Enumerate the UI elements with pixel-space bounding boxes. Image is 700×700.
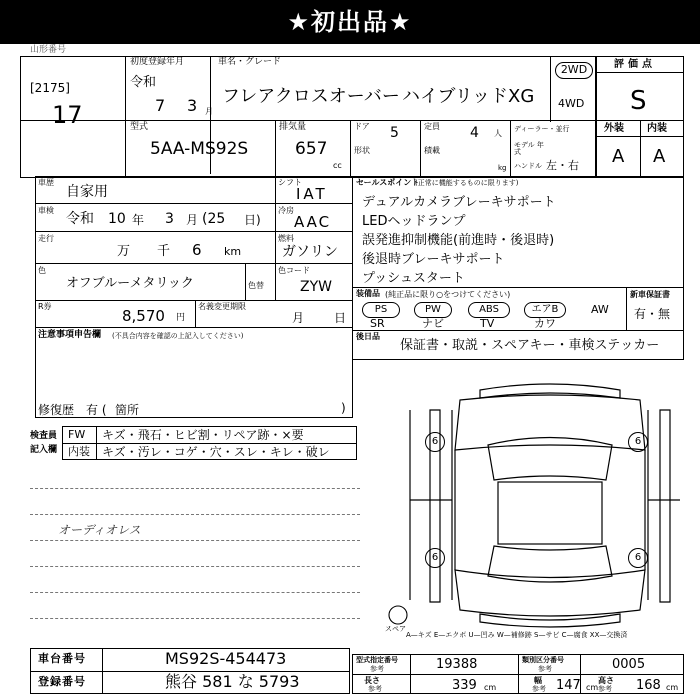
chassis-label: 車台番号 — [38, 652, 86, 665]
chassis-value: MS92S-454473 — [165, 649, 287, 668]
right-side-outline — [660, 410, 670, 602]
car-name: フレアクロスオーバー — [222, 86, 400, 107]
roof-outline — [498, 482, 602, 544]
selling-point-item: 誤発進抑制機能(前進時・後退時) — [362, 233, 555, 248]
aircon-value: AAC — [294, 213, 332, 231]
inspection-label: 車検 — [38, 206, 54, 215]
grade-number: 17 — [52, 101, 83, 129]
interior-label: 内装 — [647, 123, 667, 134]
new-car-warranty-label: 新車保証書 — [630, 290, 670, 299]
height-value: 168 — [636, 678, 661, 693]
usage-label: 車歴 — [38, 178, 54, 187]
name-change-month-unit: 月 — [292, 311, 305, 325]
inspection-day-unit: 日) — [244, 213, 261, 227]
inspection-month-unit: 月 — [186, 213, 199, 227]
score-label: 評価点 — [614, 59, 656, 70]
selling-point-item: プッシュスタート — [362, 271, 465, 286]
repair-history-value: 有 ( — [86, 403, 107, 417]
accessories-value: 保証書・取説・スペアキー・車検ステッカー — [400, 338, 660, 353]
inspection-era: 令和 — [66, 211, 94, 227]
color-code-value: ZYW — [300, 279, 332, 295]
rear-glass-outline — [488, 546, 612, 582]
load-label: 積載 — [424, 146, 440, 155]
width-sub: 参考 — [532, 685, 546, 693]
model-label: 型式 — [130, 122, 149, 132]
length-label: 長さ — [364, 676, 380, 685]
mileage-man: 万 — [117, 244, 131, 259]
tire-mark-rear-left: 6 — [425, 548, 445, 568]
dealer-label: ディーラー・並行 — [514, 125, 570, 133]
width-label: 幅 — [534, 676, 542, 685]
equipment-airbag: エアB — [524, 302, 566, 318]
color-label: 色 — [38, 266, 46, 275]
selling-points-sub: (正常に機能するものに限ります) — [415, 179, 519, 187]
registration-value: 熊谷 581 な 5793 — [165, 672, 300, 691]
capacity-value: 4 — [470, 125, 479, 141]
equipment-abs: ABS — [468, 302, 510, 318]
model-value: 5AA-MS92S — [150, 139, 249, 159]
model-year-label: モデル 年式 — [514, 141, 544, 156]
mileage-label: 走行 — [38, 234, 54, 243]
height-unit: cm — [666, 683, 679, 692]
equipment-label: 装備品 — [356, 289, 380, 298]
selling-point-item: デュアルカメラブレーキサポート — [362, 195, 556, 210]
equipment-pw: PW — [414, 302, 452, 318]
recycle-label: R券 — [38, 302, 52, 311]
spare-label: スペア — [385, 625, 406, 633]
inspection-year: 10 — [108, 211, 126, 227]
shift-label: シフト — [278, 178, 302, 187]
car-grade: ハイブリッドXG — [402, 86, 535, 107]
capacity-label: 定員 — [424, 122, 440, 131]
rear-outline — [455, 570, 645, 616]
spare-tire-icon — [389, 606, 407, 624]
tire-mark-front-left: 6 — [425, 432, 445, 452]
class-no-value: 0005 — [612, 657, 646, 672]
usage-value: 自家用 — [66, 184, 108, 200]
fuel-value: ガソリン — [282, 244, 338, 260]
equipment-sub: (純正品に限り○をつけてください) — [385, 290, 511, 299]
shift-value: IAT — [296, 185, 328, 203]
tire-mark-rear-right: 6 — [628, 548, 648, 568]
equipment-sr: SR — [370, 317, 385, 330]
repair-history-close: ) — [341, 401, 346, 415]
handle-label: ハンドル — [514, 162, 542, 170]
kg-unit: kg — [498, 164, 507, 172]
equipment-leather: カワ — [534, 317, 556, 330]
repair-history-label: 修復歴 — [38, 403, 75, 417]
model-spec-sub: 参考 — [370, 665, 384, 673]
equipment-ps: PS — [362, 302, 400, 318]
width-unit: cm — [586, 683, 599, 692]
equipment-navi: ナビ — [422, 317, 444, 330]
handle-value: 左・右 — [546, 159, 579, 172]
first-reg-month-unit: 月 — [205, 107, 213, 116]
page-banner: ★初出品★ — [0, 0, 700, 44]
car-name-label: 車名・グレード — [218, 57, 282, 67]
first-reg-month: 3 — [187, 96, 198, 115]
first-reg-era: 令和 — [130, 75, 157, 90]
shape-label: 形状 — [354, 146, 370, 155]
first-reg-label: 初度登録年月 — [130, 57, 185, 67]
inspector-label-2: 記入欄 — [30, 445, 58, 455]
equipment-tv: TV — [480, 317, 495, 330]
capacity-unit: 人 — [494, 129, 502, 138]
interior-value: A — [653, 146, 666, 167]
drive-2wd-marker: 2WD — [555, 62, 593, 79]
handwritten-note: オーディオレス — [58, 523, 141, 537]
selling-point-item: LEDヘッドランプ — [362, 214, 466, 229]
recycle-unit: 円 — [176, 313, 186, 323]
inspection-month: 3 — [165, 211, 174, 227]
doors-label: ドア — [354, 122, 370, 131]
height-sub: 参考 — [598, 685, 612, 693]
mileage-value: 6 — [192, 241, 202, 259]
drive-4wd: 4WD — [558, 97, 585, 110]
tire-mark-front-right: 6 — [628, 432, 648, 452]
notes-sub: (不具合内容を確認の上記入してください) — [112, 332, 244, 340]
repair-history-unit: 箇所 — [115, 403, 140, 417]
inspector-label-1: 検査員 — [30, 431, 58, 441]
class-no-label: 類別区分番号 — [522, 656, 564, 664]
new-car-warranty-value: 有・無 — [634, 307, 671, 321]
inspector-row1-tag: FW — [68, 428, 86, 441]
length-unit: cm — [484, 683, 497, 692]
damage-legend: A—キズ E—エクボ U—凹み W—補修跡 S—サビ C—腐食 XX—交換済 — [406, 631, 628, 639]
length-sub: 参考 — [368, 685, 382, 693]
fuel-label: 燃料 — [278, 234, 294, 243]
displacement-value: 657 — [295, 139, 328, 159]
notes-label: 注意事項申告欄 — [38, 330, 102, 340]
mileage-sen: 千 — [157, 244, 171, 259]
displacement-label: 排気量 — [279, 122, 307, 132]
hood-outline — [455, 395, 645, 450]
exterior-value: A — [612, 146, 625, 167]
inspection-day: (25 — [202, 211, 226, 227]
name-change-day-unit: 日 — [334, 311, 347, 325]
name-change-label: 名義変更期限 — [198, 302, 246, 311]
mileage-unit: km — [224, 245, 242, 258]
registration-label: 登録番号 — [38, 675, 86, 688]
score-value: S — [630, 86, 647, 116]
equipment-aw: AW — [591, 303, 609, 316]
top-strip-text: 山形番号 — [30, 45, 67, 55]
selling-points-label: セールスポイント — [356, 178, 420, 187]
class-no-sub: 参考 — [538, 665, 552, 673]
inspector-row2: キズ・汚レ・コゲ・穴・スレ・キレ・破レ — [102, 445, 330, 459]
doors-value: 5 — [390, 125, 399, 141]
length-value: 339 — [452, 678, 477, 693]
aircon-label: 冷房 — [278, 206, 294, 215]
inspection-year-unit: 年 — [132, 213, 145, 227]
exterior-label: 外装 — [604, 123, 624, 134]
car-damage-diagram — [380, 370, 680, 640]
displacement-unit: cc — [333, 161, 342, 170]
width-value: 147 — [556, 678, 581, 693]
model-spec-value: 19388 — [436, 657, 478, 672]
color-code-label: 色コード — [278, 266, 310, 275]
color-change-label: 色替 — [248, 281, 264, 290]
inspector-row2-tag: 内装 — [68, 445, 90, 458]
first-reg-year: 7 — [155, 96, 166, 115]
windshield-outline — [488, 438, 612, 481]
color-value: オフブルーメタリック — [66, 276, 194, 291]
accessories-label: 後日品 — [356, 332, 380, 341]
inspector-row1: キズ・飛石・ヒビ割・リペア跡・×要 — [102, 428, 304, 442]
height-label: 高さ — [598, 676, 614, 685]
selling-point-item: 後退時ブレーキサポート — [362, 252, 505, 267]
model-spec-label: 型式指定番号 — [356, 656, 398, 664]
lot-bracket: [2175] — [30, 81, 70, 95]
recycle-value: 8,570 — [122, 307, 165, 325]
